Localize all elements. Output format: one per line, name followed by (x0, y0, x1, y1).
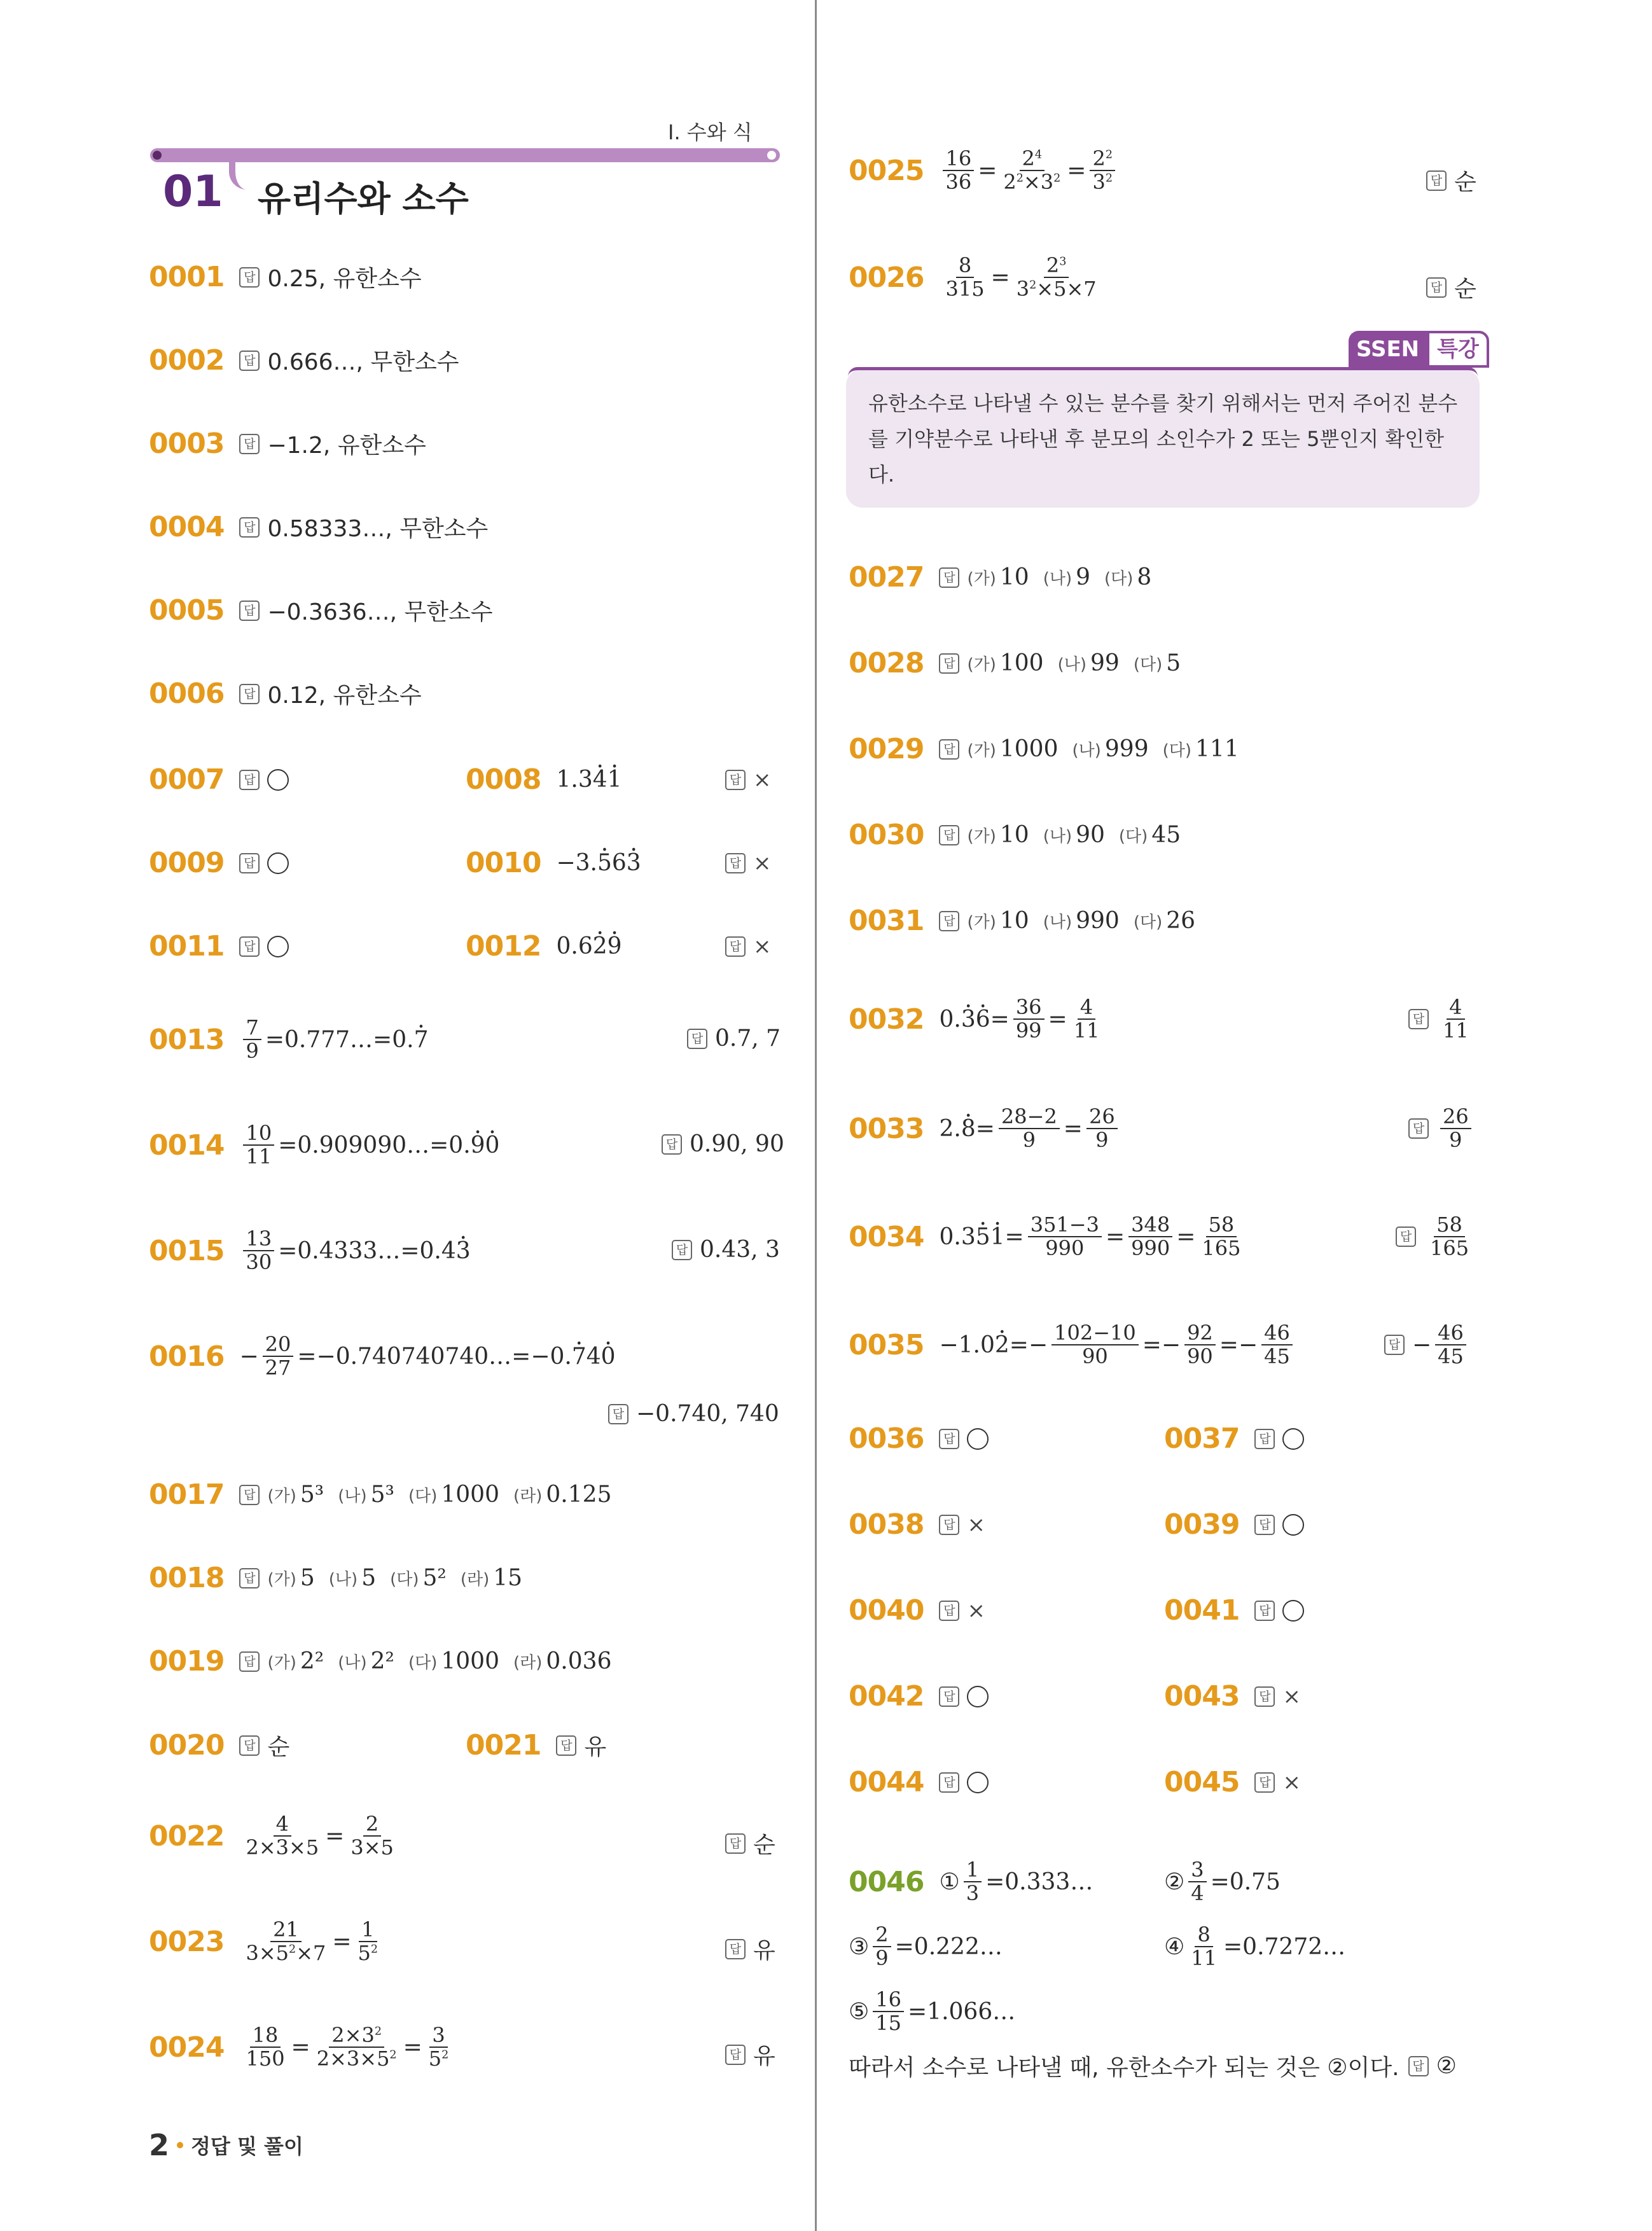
answer-text: 0.43, 3 (700, 1237, 780, 1263)
choice-3-marker: ③ (849, 1933, 870, 1960)
question-number: 0021 (466, 1729, 541, 1762)
question-number: 0008 (466, 763, 541, 796)
question-number: 0022 (149, 1819, 225, 1852)
item-value: 5 (1166, 650, 1181, 676)
answer-mark: 답 (1408, 2056, 1429, 2076)
times-icon: × (967, 1512, 985, 1538)
footer-dot (177, 2142, 183, 2148)
item-value: 0.036 (546, 1648, 612, 1674)
question-number: 0046 (849, 1865, 924, 1898)
answer-text: 순 (267, 1734, 290, 1760)
answer-mark: 답 (1408, 1118, 1429, 1139)
q-row (149, 511, 488, 543)
choice-5-value: =1.066… (908, 1998, 1016, 2025)
item-value: 100 (999, 650, 1044, 676)
answer-mark: 답 (239, 1651, 260, 1672)
answer-right (687, 1025, 781, 1052)
item-value: 45 (1151, 822, 1181, 848)
answer-mark: 답 (725, 1833, 746, 1854)
ssen-top-line (848, 367, 1478, 377)
q-row (849, 1594, 985, 1627)
item-value: 1000 (441, 1648, 499, 1674)
unit-hook (229, 151, 253, 190)
q-row (1164, 1508, 1304, 1541)
item-value: 26 (1166, 908, 1196, 934)
question-number: 0016 (149, 1340, 225, 1373)
answer-mark: 답 (725, 2045, 746, 2065)
answer-mark: 답 (725, 853, 746, 873)
q-row: ② $\frac{3}{4}$ =0.75 (1164, 1858, 1281, 1906)
q-row (849, 1508, 985, 1541)
choice-5-marker: ⑤ (849, 1998, 870, 2025)
answer-mark: 답 (239, 1568, 260, 1588)
question-number: 0010 (466, 847, 541, 879)
ssen-label: SSEN (1349, 331, 1427, 368)
answer-mark: 답 (1384, 1335, 1405, 1355)
answer-mark: 답 (239, 1735, 260, 1756)
item-value: 90 (1076, 822, 1105, 848)
answer-mark: 답 (939, 911, 959, 931)
item-value: 1000 (999, 736, 1059, 762)
question-number: 0003 (149, 427, 225, 460)
question-number: 0018 (149, 1562, 225, 1594)
answer-mark: 답 (239, 351, 260, 371)
question-number: 0044 (849, 1766, 924, 1798)
item-value: 5 (361, 1565, 377, 1591)
q-row: 0015 $\frac{13}{30}$ =0.4333…=0.43 · (149, 1228, 471, 1274)
answer-right (725, 1827, 775, 1859)
times-icon: × (1282, 1769, 1301, 1795)
question-number: 0002 (149, 344, 225, 377)
answer-mark: 답 (939, 1772, 959, 1793)
item-value: 10 (999, 822, 1029, 848)
item-value: 990 (1076, 908, 1120, 934)
question-number: 0017 (149, 1478, 225, 1511)
question-number: 0025 (849, 154, 924, 187)
q-row: 0024 $\frac{18}{150}$ = $\frac{2\times 3^2}{2\times 3\times 5^2}$ = $\frac{3}{5^2}$ (149, 2023, 449, 2071)
answer-right (725, 767, 772, 793)
answer-right (725, 1933, 775, 1965)
answer-right (662, 1131, 784, 1157)
item-label: (나) (1043, 913, 1072, 932)
circle-icon (1282, 1600, 1304, 1622)
item-label: (다) (390, 1570, 419, 1589)
q-row: 0025 $\frac{16}{36}$ = $\frac{2^4}{2^2\times 3^2}$ = $\frac{2^2}{3^2}$ (849, 148, 1119, 193)
circle-icon (967, 1428, 989, 1450)
question-number: 0033 (849, 1112, 924, 1145)
answer-mark: 답 (239, 770, 260, 790)
answer-text: 순 (1454, 276, 1476, 302)
item-value: 5³ (370, 1482, 394, 1508)
circle-icon (1282, 1428, 1304, 1450)
question-number: 0032 (849, 1003, 924, 1036)
question-number: 0029 (849, 733, 924, 765)
item-label: (다) (408, 1653, 438, 1672)
ssen-tag (1349, 331, 1489, 368)
choice-1-value: =0.333… (985, 1868, 1093, 1895)
answer-mark: 답 (1254, 1772, 1275, 1793)
item-value: 5² (422, 1565, 447, 1591)
answer-text: 순 (753, 1832, 775, 1858)
q-row (149, 1562, 522, 1594)
q-row (849, 561, 1151, 594)
q-row (849, 905, 1195, 937)
item-value: 99 (1090, 650, 1120, 676)
q-row: ⑤ $\frac{16}{15}$ =1.066… (849, 1987, 1016, 2036)
circle-icon (967, 1772, 989, 1793)
item-label: (가) (267, 1487, 296, 1506)
item-label: (라) (513, 1487, 543, 1506)
item-label: (가) (967, 569, 996, 588)
answer-mark: 답 (939, 653, 959, 674)
item-value: 0.125 (546, 1482, 612, 1508)
answer-mark: 답 (239, 936, 260, 957)
item-value: 8 (1137, 564, 1152, 590)
item-value: 9 (1076, 564, 1090, 590)
q-row (849, 1766, 989, 1798)
q-row: 0014 $\frac{10}{11}$ =0.909090…=0.9 ·0 · (149, 1122, 499, 1168)
question-number: 0028 (849, 647, 924, 679)
item-value: 10 (999, 908, 1029, 934)
question-number: 0013 (149, 1023, 225, 1056)
answer-text: ② (1436, 2053, 1457, 2079)
item-label: (라) (460, 1570, 490, 1589)
answer-mark: 답 (608, 1404, 628, 1424)
question-number: 0015 (149, 1234, 225, 1267)
item-label: (가) (967, 913, 996, 932)
answer-text: 유 (753, 1938, 775, 1964)
q-row (149, 344, 459, 377)
answer-right: 답 $\frac{4}{11}$ (1408, 996, 1475, 1042)
item-label: (가) (267, 1570, 296, 1589)
times-icon: × (1282, 1683, 1301, 1709)
answer-text: 0.25, 유한소수 (267, 266, 422, 292)
answer-mark: 답 (725, 936, 746, 957)
q-row (149, 1478, 611, 1511)
choice-1-marker: ① (939, 1868, 960, 1895)
q-row: 0010 −3.5 ·63 · (466, 847, 641, 879)
circle-icon (967, 1686, 989, 1707)
item-value: 2² (300, 1648, 324, 1674)
answer-text: 유 (753, 2043, 775, 2069)
q-row: 0008 1.34 ·1 · (466, 763, 622, 796)
answer-mark: 답 (239, 853, 260, 873)
question-number: 0006 (149, 678, 225, 710)
question-number: 0036 (849, 1422, 924, 1455)
item-label: (나) (1072, 741, 1101, 760)
answer-mark: 답 (239, 684, 260, 704)
item-label: (다) (1118, 827, 1148, 846)
item-label: (다) (1104, 569, 1134, 588)
answer-mark: 답 (239, 434, 260, 454)
question-number: 0007 (149, 763, 225, 796)
question-number: 0005 (149, 594, 225, 627)
question-number: 0030 (849, 819, 924, 851)
page-number: 2 (149, 2128, 170, 2162)
q-row (149, 763, 289, 796)
answer-text: −0.3636…, 무한소수 (267, 599, 493, 625)
ssen-label-special: 특강 (1427, 331, 1489, 368)
bar-dot-left (153, 151, 162, 160)
circle-icon (267, 852, 289, 874)
answer-text: 0.12, 유한소수 (267, 683, 422, 709)
answer-mark: 답 (1254, 1429, 1275, 1449)
circle-icon (1282, 1514, 1304, 1536)
conclusion-text: 따라서 소수로 나타낼 때, 유한소수가 되는 것은 ②이다. (849, 2055, 1399, 2081)
item-label: (가) (967, 827, 996, 846)
circle-icon (267, 769, 289, 791)
question-number: 0043 (1164, 1680, 1240, 1713)
item-value: 999 (1104, 736, 1149, 762)
item-label: (가) (967, 655, 996, 674)
answer-text: 유 (584, 1734, 607, 1760)
q-row: 0026 $\frac{8}{315}$ = $\frac{2^3}{3^2\times 5\times 7}$ (849, 253, 1097, 302)
answer-mark: 답 (556, 1735, 576, 1756)
item-value: 5³ (300, 1482, 324, 1508)
question-number: 0045 (1164, 1766, 1240, 1798)
choice-2-value: =0.75 (1210, 1868, 1281, 1895)
question-number: 0001 (149, 261, 225, 293)
choice-2-marker: ② (1164, 1868, 1185, 1895)
q-row: 0035 −1.02 ·=− $\frac{102-10}{90}$ =− $\frac{92}{90}$ =− $\frac{46}{45}$ (849, 1322, 1296, 1368)
answer-mark: 답 (939, 1686, 959, 1707)
answer-mark: 답 (725, 1939, 746, 1959)
q-row (849, 647, 1181, 679)
answer-mark: 답 (1254, 1686, 1275, 1707)
answer-right (1426, 271, 1476, 303)
q-row (1164, 1680, 1301, 1713)
unit-title: 유리수와 소수 (258, 179, 469, 219)
q-row: ③ $\frac{2}{9}$ =0.222… (849, 1922, 1003, 1971)
answer-mark: 답 (1426, 170, 1447, 191)
answer-mark: 답 (239, 267, 260, 288)
question-number: 0042 (849, 1680, 924, 1713)
choice-4-value: =0.7272… (1223, 1933, 1346, 1960)
answer-mark: 답 (239, 1485, 260, 1505)
q-row (849, 733, 1239, 765)
answer-mark: 답 (939, 1429, 959, 1449)
question-number: 0037 (1164, 1422, 1240, 1455)
item-label: (나) (1057, 655, 1086, 674)
choice-4-marker: ④ (1164, 1933, 1185, 1960)
q-row (1164, 1594, 1304, 1627)
q-row (1164, 1422, 1304, 1455)
item-value: 1000 (441, 1482, 499, 1508)
times-icon: × (967, 1597, 985, 1623)
question-number: 0009 (149, 847, 225, 879)
item-label: (다) (1133, 913, 1163, 932)
item-label: (나) (338, 1487, 367, 1506)
q-row: 0012 0.62 ·9 · (466, 930, 622, 963)
column-divider (815, 0, 817, 2231)
q-row (149, 261, 422, 293)
section-label: Ⅰ. 수와 식 (668, 120, 753, 144)
q-row (1164, 1766, 1301, 1798)
q-row: 0032 0.3 ·6 ·= $\frac{36}{99}$ = $\frac{4}{11}$ (849, 996, 1106, 1042)
answer-mark: 답 (939, 567, 959, 588)
question-number: 0024 (149, 2031, 225, 2064)
q-row: 0034 0.35 ·1 ·= $\frac{351-3}{990}$ = $\frac{348}{990}$ = $\frac{58}{165}$ (849, 1214, 1247, 1260)
q-row (149, 1729, 289, 1762)
times-icon: × (753, 934, 772, 959)
answer-right (725, 2038, 775, 2071)
item-label: (나) (328, 1570, 358, 1589)
answer-mark: 답 (939, 739, 959, 760)
question-number: 0012 (466, 930, 541, 963)
answer-mark: 답 (687, 1029, 707, 1049)
question-number: 0004 (149, 511, 225, 543)
answer-right (1426, 164, 1476, 197)
answer-mark: 답 (939, 1515, 959, 1535)
page-footer (149, 2128, 303, 2162)
question-number: 0027 (849, 561, 924, 594)
footer-title: 정답 및 풀이 (191, 2134, 303, 2158)
question-number: 0014 (149, 1129, 225, 1162)
q-row: 0023 $\frac{21}{3\times 5^2\times 7}$ = $\frac{1}{5^2}$ (149, 1917, 378, 1966)
answer-right (608, 1401, 779, 1427)
answer-mark: 답 (239, 601, 260, 621)
answer-mark: 답 (662, 1134, 682, 1155)
answer-mark: 답 (725, 770, 746, 790)
item-label: (가) (267, 1653, 296, 1672)
item-label: (나) (1043, 827, 1072, 846)
item-label: (나) (338, 1653, 367, 1672)
answer-right: 답 $\frac{26}{9}$ (1408, 1106, 1475, 1151)
q-row: 0033 2.8 ·= $\frac{28-2}{9}$ = $\frac{26}{9}$ (849, 1106, 1121, 1151)
answer-text: 0.58333…, 무한소수 (267, 516, 489, 542)
answer-mark: 답 (672, 1240, 692, 1260)
q-row (849, 1680, 989, 1713)
q-row: 0046 ① $\frac{1}{3}$ =0.333… (849, 1858, 1093, 1906)
q-row: ④ $\frac{8}{11}$ =0.7272… (1164, 1922, 1346, 1971)
answer-right (672, 1237, 780, 1263)
question-number: 0023 (149, 1925, 225, 1958)
answer-mark: 답 (1254, 1515, 1275, 1535)
item-value: 2² (370, 1648, 394, 1674)
item-label: (다) (1162, 741, 1192, 760)
answer-right (725, 934, 772, 959)
q-row: 0013 $\frac{7}{9}$ =0.777…=0.7 · (149, 1017, 428, 1062)
answer-text: 0.90, 90 (690, 1131, 784, 1157)
item-label: (나) (1043, 569, 1072, 588)
q-row (466, 1729, 606, 1762)
question-number: 0041 (1164, 1594, 1240, 1627)
q-row (149, 847, 289, 879)
bar-dot-right (767, 151, 776, 160)
question-number: 0038 (849, 1508, 924, 1541)
question-number: 0031 (849, 905, 924, 937)
answer-right: 답 − $\frac{46}{45}$ (1384, 1322, 1470, 1368)
question-number: 0035 (849, 1328, 924, 1361)
answer-text: −0.740, 740 (636, 1401, 779, 1427)
item-value: 10 (999, 564, 1029, 590)
answer-mark: 답 (939, 825, 959, 845)
question-number: 0011 (149, 930, 225, 963)
q-row (149, 427, 426, 460)
item-label: (다) (408, 1487, 438, 1506)
choice-3-value: =0.222… (894, 1933, 1003, 1960)
question-number: 0019 (149, 1645, 225, 1678)
q-row (149, 678, 422, 710)
times-icon: × (753, 851, 772, 876)
q-row: 0022 $\frac{4}{2\times 3\times 5}$ = $\frac{2}{3\times 5}$ (149, 1812, 394, 1860)
answer-mark: 답 (239, 517, 260, 538)
q-row (849, 1422, 989, 1455)
q-row: 0016 − $\frac{20}{27}$ =−0.740740740…=−0.7 ·40 · (149, 1333, 616, 1379)
item-label: (가) (967, 741, 996, 760)
times-icon: × (753, 767, 772, 793)
answer-text: 순 (1454, 169, 1476, 195)
answer-mark: 답 (1396, 1227, 1416, 1247)
answer-mark: 답 (1254, 1601, 1275, 1621)
q-row (149, 1645, 611, 1678)
q-row (149, 594, 493, 627)
item-value: 5 (300, 1565, 315, 1591)
answer-right (725, 851, 772, 876)
q-row (149, 930, 289, 963)
answer-text: −1.2, 유한소수 (267, 433, 426, 459)
question-number: 0040 (849, 1594, 924, 1627)
answer-text: 0.666…, 무한소수 (267, 349, 459, 375)
ssen-text: 유한소수로 나타낼 수 있는 분수를 찾기 위해서는 먼저 주어진 분수를 기약분수로 나타낸 후 분모의 소인수가 2 또는 5뿐인지 확인한다. (868, 391, 1458, 487)
answer-mark: 답 (939, 1601, 959, 1621)
question-number: 0039 (1164, 1508, 1240, 1541)
item-label: (라) (513, 1653, 543, 1672)
question-number: 0026 (849, 261, 924, 294)
answer-right: 답 $\frac{58}{165}$ (1396, 1214, 1475, 1260)
circle-icon (267, 936, 289, 957)
unit-number: 01 (163, 167, 223, 217)
item-value: 111 (1195, 736, 1239, 762)
item-value: 15 (493, 1565, 523, 1591)
q-row (849, 2050, 1457, 2082)
answer-mark: 답 (1408, 1009, 1429, 1029)
question-number: 0020 (149, 1729, 225, 1762)
q-row (849, 819, 1181, 851)
answer-mark: 답 (1426, 277, 1447, 298)
answer-text: 0.7, 7 (715, 1025, 781, 1052)
item-label: (다) (1133, 655, 1163, 674)
question-number: 0034 (849, 1220, 924, 1253)
